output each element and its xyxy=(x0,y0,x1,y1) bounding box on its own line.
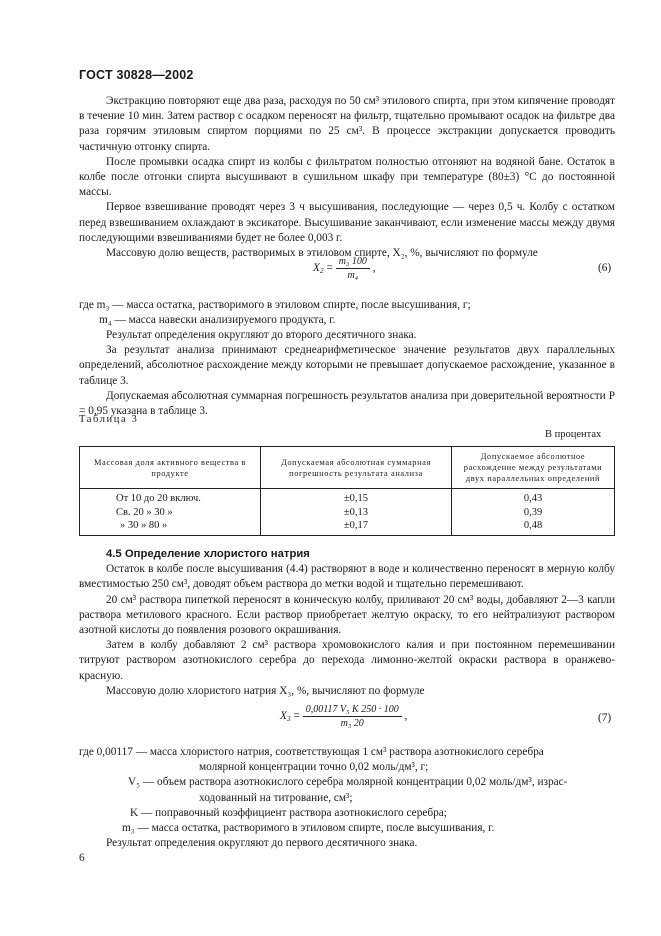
table-header-cell: Допускаемое абсолютное расхождение между результатами двух параллельных определений xyxy=(452,447,615,489)
document-header: ГОСТ 30828—2002 xyxy=(79,68,194,82)
paragraph: Результат определения округляют до первого десятичного знака. xyxy=(106,837,418,849)
formula-lhs: X xyxy=(313,262,320,275)
paragraph: Массовую долю веществ, растворимых в этиловом спирте, X₂, %, вычисляют по формуле xyxy=(106,247,538,260)
discrepancy-value: 0,48 xyxy=(523,520,543,531)
error-value: ±0,17 xyxy=(343,520,369,531)
legend-item: K — поправочный коэффициент раствора азотнокислого серебра; xyxy=(130,806,447,819)
paragraph: Экстракцию повторяют еще два раза, расходуя по 50 см³ этилового спирта, при этом кипячение проводят в течение 10 мин. Затем раствор с осадком переносят на фильтр, тщательно промывают осадок на фильтре два раза горячим этиловым спиртом порциями по 25 см³. В процессе экстракции допускается проводить частичную отгонку спирта. xyxy=(79,95,615,153)
paragraph: За результат анализа принимают среднеарифметическое значение результатов двух параллельных определений, абсолютное расхождение между которыми не превышает допускаемое расхождение, указанное в таблице 3. xyxy=(79,344,615,387)
paragraph: Затем в колбу добавляют 2 см³ раствора хромовокислого калия и при постоянном перемешивании титруют раствором азотнокислого серебра до перехода лимонно-желтой окраски раствора в оранжево-красную. xyxy=(79,639,615,682)
paragraph: После промывки осадка спирт из колбы с фильтратом полностью отгоняют на водяной бане. Остаток в колбе после отгонки спирта высушивают в сушильном шкафу при температуре (80±3) °С до постоянной массы. xyxy=(79,155,615,199)
text-block-top xyxy=(79,94,615,261)
legend-item: m₃ — масса остатка, растворимого в этиловом спирте, после высушивания, г. xyxy=(122,822,495,835)
table-caption: Таблица 3 xyxy=(79,414,139,425)
paragraph: Результат определения округляют до второго десятичного знака. xyxy=(106,329,417,341)
discrepancy-value: 0,39 xyxy=(523,506,543,518)
table-cell xyxy=(261,489,452,536)
table-cell xyxy=(80,489,261,536)
legend-item: m₄ — масса навески анализируемого продукта, г. xyxy=(99,314,336,327)
formula-number: (7) xyxy=(598,712,612,724)
range-label: От 10 до 20 включ. xyxy=(116,493,201,504)
formula-6: $X_2$ = $\frac{\text{m₃ 100}}{\text{m₄}}$ , xyxy=(313,256,376,281)
section-title: 4.5 Определение хлористого натрия xyxy=(106,548,310,560)
range-label: » 30 » 80 » xyxy=(120,520,168,531)
table-cell xyxy=(452,489,615,536)
formula-lhs-sub: 3 xyxy=(286,714,291,724)
legend-item: V₅ — объем раствора азотнокислого серебра молярной концентрации 0,02 моль/дм³, израс- xyxy=(128,776,568,789)
table-header-cell: Допускаемая абсолютная суммарная погрешность результата анализа xyxy=(261,447,452,489)
error-value: ±0,15 xyxy=(343,493,369,504)
formula-denominator: m₄ xyxy=(347,270,359,281)
results-table xyxy=(79,446,615,536)
legend-item: m₃ — масса остатка, растворимого в этиловом спирте, после высушивания, г; xyxy=(96,299,471,311)
table-unit: В процентах xyxy=(545,429,602,440)
table-header-cell: Массовая доля активного вещества в продукте xyxy=(80,447,261,489)
paragraph: 20 см³ раствора пипеткой переносят в коническую колбу, приливают 20 см³ воды, добавляют 2—3 капли раствора метилового красного. Если раствор приобретает желтую окраску, то его нейтрализуют раствором азотной кислоты до появления розового окрашивания. xyxy=(79,593,615,637)
formula-7: $X_3$ = $\frac{\text{0,00117 V₅ K 250 · 100}}{\text{m₃ 20}}$ , xyxy=(280,704,408,729)
text-block-mid xyxy=(79,328,615,419)
legend-6 xyxy=(79,298,471,328)
paragraph: Массовую долю хлористого натрия X₃, %, вычисляют по формуле xyxy=(106,684,425,697)
formula-numerator: 0,00117 V₅ K 250 · 100 xyxy=(303,704,402,717)
paragraph: Допускаемая абсолютная суммарная погрешность результатов анализа при доверительной вероятности P = 0,95 указана в таблице 3. xyxy=(79,389,615,418)
formula-numerator: m₃ 100 xyxy=(336,256,370,269)
formula-denominator: m₃ 20 xyxy=(340,718,364,729)
paragraph: Первое взвешивание проводят через 3 ч высушивания, последующие — через 0,5 ч. Колбу с остатком перед взвешиванием охлаждают в эксикаторе. Высушивание заканчивают, если изменение массы между двумя последующими взвешиваниями будет не более 0,003 г. xyxy=(79,201,615,244)
legend-7 xyxy=(79,745,619,836)
formula-lhs: X xyxy=(280,710,287,723)
table-row xyxy=(80,489,615,536)
legend-prefix: где xyxy=(79,299,94,311)
paragraph: Остаток в колбе после высушивания (4.4) растворяют в воде и количественно переносят в мерную колбу вместимостью 250 см³, доводят объем раствора до метки водой и тщательно перемешивают. xyxy=(79,563,615,591)
formula-fraction xyxy=(336,256,370,281)
formula-fraction xyxy=(303,704,402,729)
text-block-final xyxy=(79,836,615,851)
discrepancy-value: 0,43 xyxy=(523,493,543,504)
legend-item: молярной концентрации точно 0,02 моль/дм³, г; xyxy=(199,761,429,774)
formula-number: (6) xyxy=(598,262,612,274)
legend-item: ходованный на титрование, см³; xyxy=(199,791,353,804)
page-number: 6 xyxy=(79,852,85,864)
error-value: ±0,13 xyxy=(343,506,369,518)
table-header-row xyxy=(80,447,615,489)
legend-item: где 0,00117 — масса хлористого натрия, соответствующая 1 см³ раствора азотнокислого серебра xyxy=(79,746,544,758)
range-label: Св. 20 » 30 » xyxy=(116,506,173,518)
section-4-5 xyxy=(79,547,615,699)
formula-lhs-sub: 2 xyxy=(319,266,324,276)
